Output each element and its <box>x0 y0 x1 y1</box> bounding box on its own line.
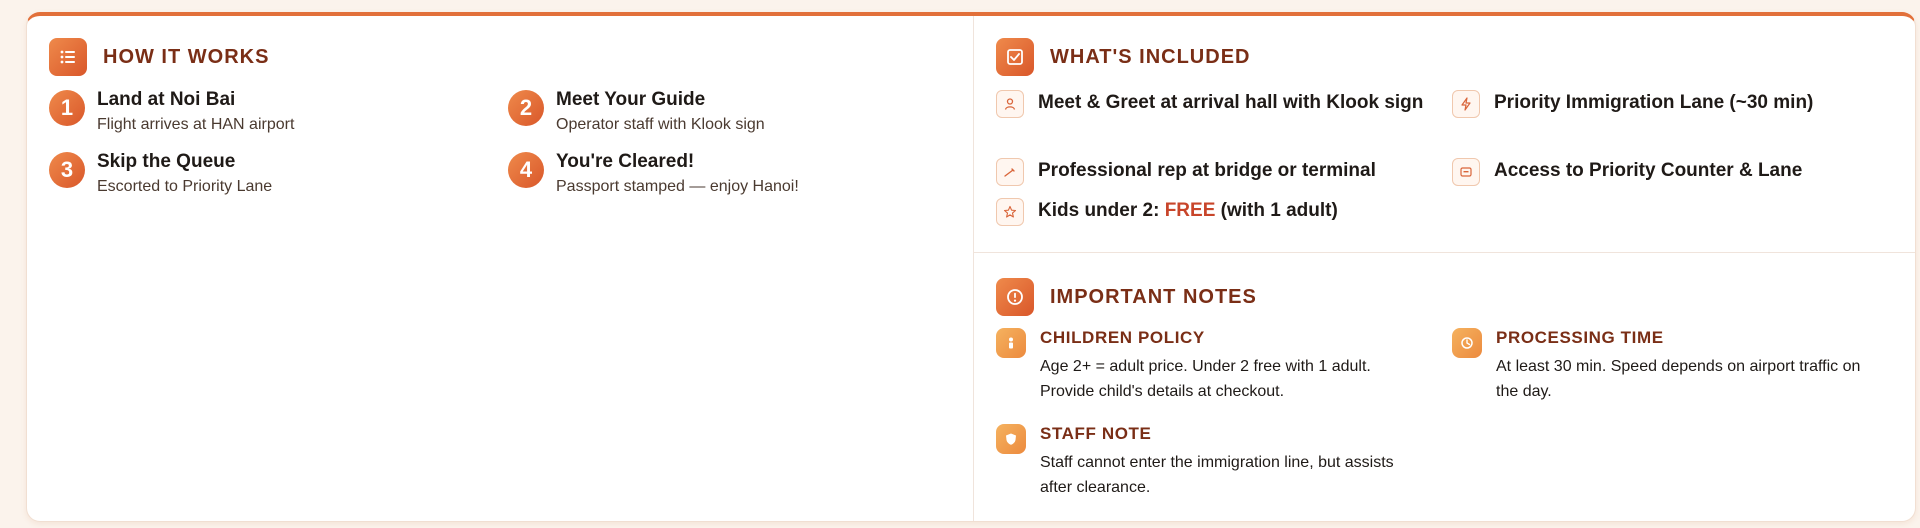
important-notes-header <box>996 278 1257 316</box>
note-processing-time <box>1452 326 1872 404</box>
step-description: Passport stamped — enjoy Hanoi! <box>556 178 799 195</box>
note-title: STAFF NOTE <box>1040 424 1152 443</box>
included-item-text: Access to Priority Counter & Lane <box>1494 160 1803 181</box>
alert-icon <box>996 278 1034 316</box>
included-item <box>1452 156 1872 186</box>
step-number: 1 <box>49 90 85 126</box>
list-icon <box>49 38 87 76</box>
person-icon <box>996 90 1024 118</box>
right-column <box>973 16 1915 521</box>
step-2 <box>508 88 765 136</box>
step-title: Skip the Queue <box>97 151 236 172</box>
info-card <box>26 12 1916 522</box>
step-1 <box>49 88 294 136</box>
step-title: Meet Your Guide <box>556 89 706 110</box>
step-number: 4 <box>508 152 544 188</box>
how-it-works-header <box>49 38 269 76</box>
how-it-works-title: HOW IT WORKS <box>103 45 270 68</box>
included-item <box>1452 88 1872 118</box>
note-text: Staff cannot enter the immigration line, but assists after clearance. <box>1040 454 1394 496</box>
star-icon <box>996 198 1024 226</box>
step-title: Land at Noi Bai <box>97 89 236 110</box>
kids-text-after: (with 1 adult) <box>1215 200 1338 221</box>
note-title: PROCESSING TIME <box>1496 328 1664 347</box>
whats-included-title: WHAT'S INCLUDED <box>1050 45 1251 68</box>
free-label: FREE <box>1164 200 1216 221</box>
step-description: Operator staff with Klook sign <box>556 116 765 133</box>
note-text: Age 2+ = adult price. Under 2 free with 1 adult. Provide child's details at checkout. <box>1040 358 1371 400</box>
section-divider <box>974 252 1915 253</box>
kids-text: Kids under 2: <box>1038 200 1165 221</box>
included-item <box>996 156 1426 186</box>
step-description: Escorted to Priority Lane <box>97 178 273 195</box>
included-item-text: Meet & Greet at arrival hall with Klook sign <box>1038 92 1424 113</box>
step-4 <box>508 150 799 198</box>
note-title: CHILDREN POLICY <box>1040 328 1205 347</box>
note-text: At least 30 min. Speed depends on airport traffic on the day. <box>1496 358 1861 400</box>
whats-included-header <box>996 38 1250 76</box>
checklist-icon <box>996 38 1034 76</box>
pen-icon <box>996 158 1024 186</box>
bolt-icon <box>1452 90 1480 118</box>
step-3 <box>49 150 272 198</box>
included-item-text: Professional rep at bridge or terminal <box>1038 160 1376 181</box>
step-number: 2 <box>508 90 544 126</box>
child-icon <box>996 328 1026 358</box>
step-description: Flight arrives at HAN airport <box>97 116 295 133</box>
shield-icon <box>996 424 1026 454</box>
counter-icon <box>1452 158 1480 186</box>
important-notes-title: IMPORTANT NOTES <box>1050 285 1257 308</box>
clock-icon <box>1452 328 1482 358</box>
included-item <box>996 88 1426 118</box>
note-staff-note <box>996 422 1426 500</box>
step-title: You're Cleared! <box>556 151 695 172</box>
included-item-text <box>1038 196 1338 225</box>
included-item <box>996 196 1426 226</box>
included-item-text: Priority Immigration Lane (~30 min) <box>1494 92 1814 113</box>
how-it-works-section <box>27 16 973 521</box>
step-number: 3 <box>49 152 85 188</box>
note-children-policy <box>996 326 1426 404</box>
